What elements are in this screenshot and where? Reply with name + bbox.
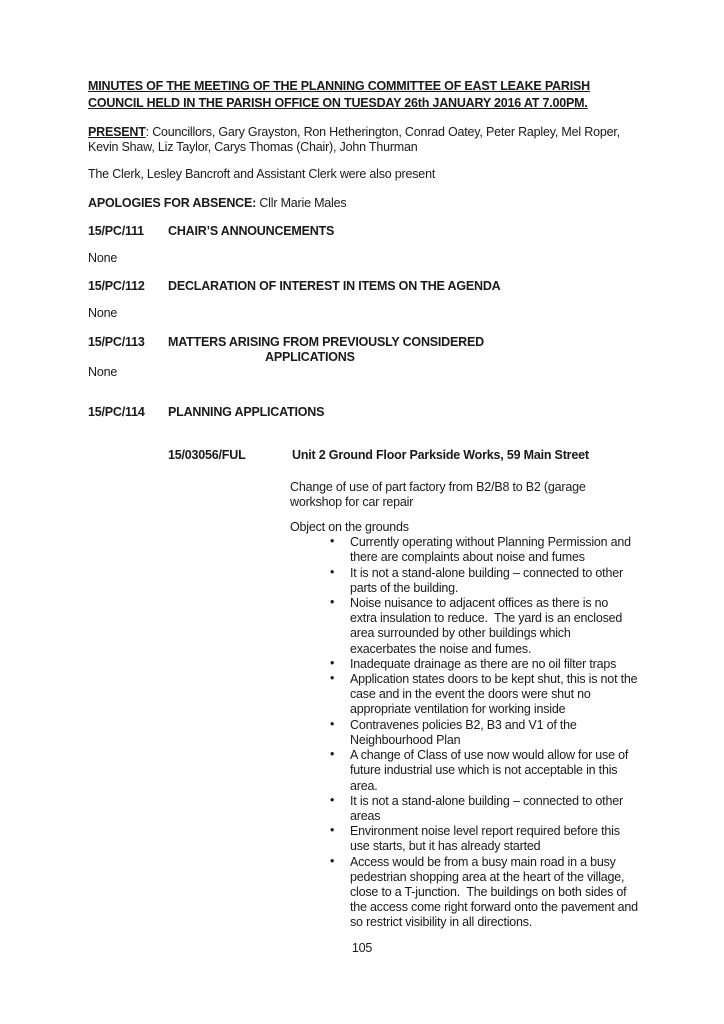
- objection-text: Contravenes policies B2, B3 and V1 of the Neighbourhood Plan: [350, 717, 580, 747]
- agenda-ref: 15/PC/114: [88, 405, 145, 420]
- objection-text: Currently operating without Planning Permission and there are complaints about noise and fumes: [350, 535, 635, 565]
- bullet-icon: •: [330, 792, 335, 807]
- agenda-ref: 15/PC/112: [88, 279, 145, 294]
- objection-text: A change of Class of use now would allow for use of future industrial use which is not acceptable in this area.: [350, 748, 632, 793]
- objection-text: Environment noise level report required before this use starts, but it has already started: [350, 824, 624, 854]
- agenda-item-114: [88, 405, 638, 420]
- agenda-heading: [168, 335, 484, 365]
- objection-item: [290, 657, 638, 672]
- apologies-paragraph: [88, 196, 638, 211]
- page-number: 105: [351, 941, 373, 955]
- agenda-item-112: [88, 279, 638, 294]
- objection-text: It is not a stand-alone building – connected to other parts of the building.: [350, 565, 627, 595]
- agenda-item-113: [88, 335, 638, 365]
- objection-item: [290, 748, 638, 794]
- present-paragraph: [88, 125, 638, 155]
- document-title-line-1: MINUTES OF THE MEETING OF THE PLANNING COMMITTEE OF EAST LEAKE PARISH: [88, 79, 590, 93]
- present-label: PRESENT: [88, 125, 146, 139]
- application-site: Unit 2 Ground Floor Parkside Works, 59 Main Street: [292, 448, 589, 463]
- clerk-note: The Clerk, Lesley Bancroft and Assistant Clerk were also present: [88, 167, 436, 182]
- agenda-heading: PLANNING APPLICATIONS: [168, 405, 325, 420]
- bullet-icon: •: [330, 595, 335, 610]
- agenda-heading-line-1: MATTERS ARISING FROM PREVIOUSLY CONSIDERED: [168, 334, 484, 349]
- bullet-icon: •: [330, 716, 335, 731]
- objection-text: Noise nuisance to adjacent offices as there is no extra insulation to reduce. The yard is an enclosed area surrounded by other buildings which exacerbates the noise and fumes.: [350, 596, 626, 656]
- planning-application-row: [168, 448, 638, 463]
- objection-item: [290, 794, 638, 824]
- apologies-value: Cllr Marie Males: [256, 195, 347, 210]
- objection-list: [290, 534, 642, 930]
- objection-item: [290, 671, 641, 718]
- agenda-heading: CHAIR’S ANNOUNCEMENTS: [168, 223, 335, 238]
- objection-item: [290, 566, 638, 596]
- objection-text: It is not a stand-alone building – connected to other areas: [350, 793, 627, 823]
- agenda-heading-line-2: APPLICATIONS: [265, 349, 355, 364]
- application-description: Change of use of part factory from B2/B8 to B2 (garage workshop for car repair: [290, 479, 586, 509]
- document-title-line-2: COUNCIL HELD IN THE PARISH OFFICE ON TUESDAY 26th JANUARY 2016 AT 7.00PM.: [88, 95, 588, 110]
- agenda-note: None: [88, 365, 118, 380]
- present-colon: :: [145, 125, 153, 139]
- objection-text: Access would be from a busy main road in a busy pedestrian shopping area at the heart of the village, close to a T-junction. The buildings on both sides of the access come right forward onto the pavement and so restrict visibility in all directions.: [350, 854, 642, 930]
- agenda-ref: 15/PC/111: [88, 223, 144, 238]
- application-ref: 15/03056/FUL: [168, 448, 246, 463]
- objection-item: [290, 853, 642, 931]
- objection-item: [290, 535, 638, 565]
- objection-text: Inadequate drainage as there are no oil filter traps: [350, 656, 617, 671]
- bullet-icon: •: [330, 534, 335, 549]
- bullet-icon: •: [330, 671, 335, 686]
- bullet-icon: •: [330, 747, 335, 762]
- agenda-heading: DECLARATION OF INTEREST IN ITEMS ON THE AGENDA: [168, 279, 501, 294]
- application-content: [290, 479, 642, 931]
- agenda-note: None: [88, 251, 118, 266]
- agenda-ref: 15/PC/113: [88, 334, 145, 349]
- bullet-icon: •: [330, 655, 335, 670]
- bullet-icon: •: [330, 823, 335, 838]
- objection-item: [290, 596, 638, 657]
- document-title: [88, 78, 638, 111]
- objection-item: [290, 824, 638, 854]
- bullet-icon: •: [330, 853, 335, 868]
- present-names: Councillors, Gary Grayston, Ron Hetherington, Conrad Oatey, Peter Rapley, Mel Roper, Kevin Shaw, Liz Taylor, Carys Thomas (Chair), John Thurman: [88, 125, 620, 155]
- objection-item: [290, 718, 638, 748]
- apologies-label: APOLOGIES FOR ABSENCE:: [88, 195, 257, 210]
- bullet-icon: •: [330, 564, 335, 579]
- agenda-note: None: [88, 306, 118, 321]
- agenda-item-111: [88, 224, 638, 239]
- objection-heading: Object on the grounds: [290, 520, 409, 535]
- objection-text: Application states doors to be kept shut, this is not the case and in the event the doors were shut no appropriate ventilation for working inside: [350, 672, 641, 717]
